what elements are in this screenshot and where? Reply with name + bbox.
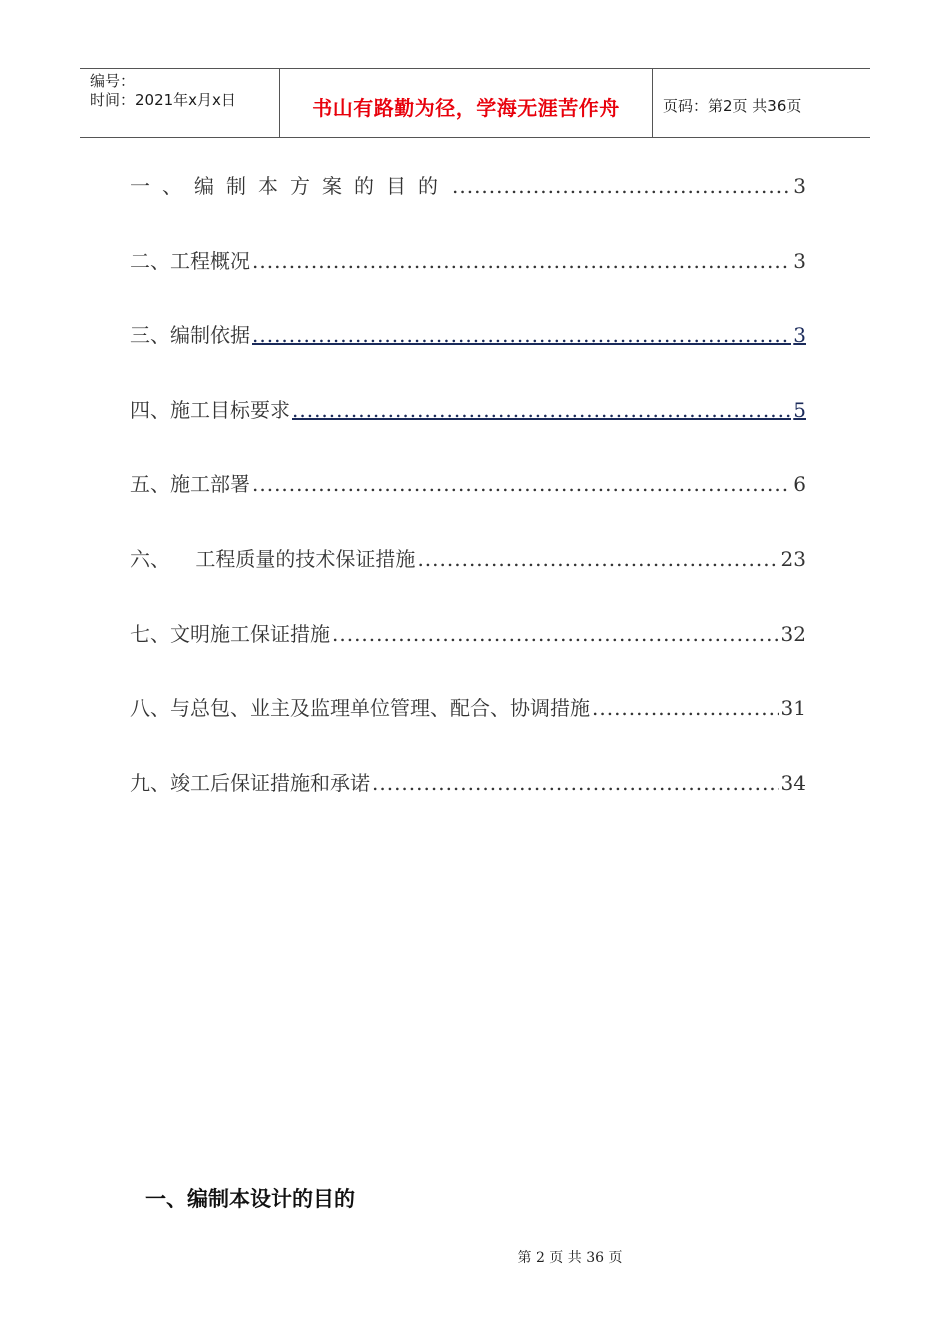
toc-page: 3 bbox=[793, 174, 806, 198]
page-header bbox=[80, 68, 870, 138]
toc-row[interactable] bbox=[130, 394, 806, 469]
toc-page: 3 bbox=[793, 248, 806, 273]
header-info-cell bbox=[80, 69, 280, 137]
toc-title: 一、编制本方案的目的 bbox=[130, 174, 450, 198]
header-page-label: 页码：第2页 共36页 bbox=[663, 96, 802, 115]
toc-title: 三、编制依据 bbox=[130, 323, 250, 348]
toc-row[interactable] bbox=[130, 319, 806, 394]
toc-page: 6 bbox=[793, 472, 806, 497]
toc-title: 七、文明施工保证措施 bbox=[130, 621, 330, 646]
toc-page: 32 bbox=[780, 621, 806, 646]
toc-leader bbox=[372, 771, 779, 795]
toc-leader bbox=[292, 398, 791, 422]
toc-row[interactable] bbox=[130, 170, 806, 245]
toc-leader bbox=[252, 323, 791, 347]
toc-page: 31 bbox=[780, 696, 806, 721]
table-of-contents bbox=[130, 170, 806, 841]
toc-title: 八、与总包、业主及监理单位管理、配合、协调措施 bbox=[130, 696, 590, 721]
toc-leader bbox=[332, 622, 779, 646]
toc-title: 二、工程概况 bbox=[130, 248, 250, 273]
toc-title: 五、施工部署 bbox=[130, 472, 250, 497]
toc-page: 3 bbox=[793, 323, 806, 348]
toc-page: 34 bbox=[780, 770, 806, 795]
toc-leader bbox=[252, 249, 791, 273]
toc-leader bbox=[452, 174, 791, 198]
toc-row[interactable] bbox=[130, 245, 806, 320]
toc-title: 九、竣工后保证措施和承诺 bbox=[130, 770, 370, 795]
toc-row[interactable] bbox=[130, 692, 806, 767]
toc-row[interactable] bbox=[130, 468, 806, 543]
page-footer: 第 2 页 共 36 页 bbox=[517, 1250, 623, 1266]
toc-page: 5 bbox=[793, 397, 806, 422]
toc-row[interactable] bbox=[130, 618, 806, 693]
time-label: 时间：2021年x月x日 bbox=[90, 91, 236, 109]
toc-row[interactable] bbox=[130, 543, 806, 618]
toc-leader bbox=[592, 696, 779, 720]
toc-leader bbox=[417, 547, 778, 571]
header-motto: 书山有路勤为径，学海无涯苦作舟 bbox=[280, 69, 653, 137]
toc-title: 四、施工目标要求 bbox=[130, 397, 290, 422]
toc-title: 六、 工程质量的技术保证措施 bbox=[130, 546, 416, 571]
section-heading: 一、编制本设计的目的 bbox=[145, 1187, 355, 1211]
toc-row[interactable] bbox=[130, 767, 806, 842]
code-label: 编号： bbox=[90, 72, 136, 90]
toc-page: 23 bbox=[780, 546, 806, 571]
toc-leader bbox=[252, 472, 791, 496]
